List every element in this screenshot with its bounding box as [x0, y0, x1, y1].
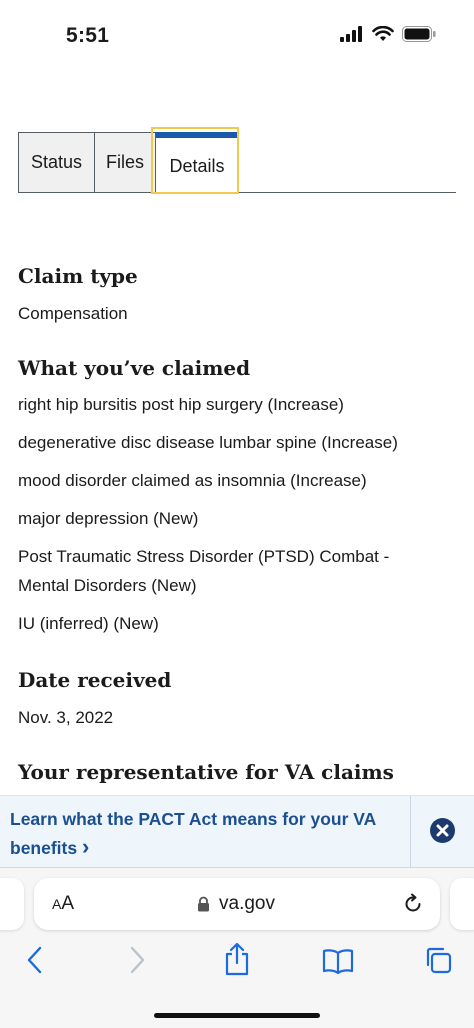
- list-item: degenerative disc disease lumbar spine (Increase): [18, 433, 398, 452]
- status-time: 5:51: [66, 24, 110, 47]
- close-icon[interactable]: [430, 818, 455, 843]
- list-item: Post Traumatic Stress Disorder (PTSD) Combat - Mental Disorders (New): [18, 547, 390, 595]
- wifi-icon: [372, 26, 394, 42]
- date-received-section: [18, 668, 458, 730]
- list-item: right hip bursitis post hip surgery (Increase): [18, 395, 344, 414]
- url-domain: va.gov: [219, 893, 275, 914]
- claimed-list: [18, 390, 458, 638]
- reload-icon[interactable]: [402, 893, 424, 915]
- tabs-overview-icon[interactable]: [424, 946, 452, 974]
- list-item: major depression (New): [18, 509, 199, 528]
- forward-icon[interactable]: [126, 945, 148, 975]
- chevron-right-icon: ›: [81, 834, 90, 859]
- tab-files-label: Files: [105, 152, 144, 172]
- tab-details-label: Details: [169, 155, 225, 176]
- home-indicator: [154, 1013, 320, 1018]
- lock-icon: [197, 896, 210, 912]
- representative-section: [18, 760, 458, 784]
- tab-status[interactable]: [18, 132, 95, 192]
- date-received-value: Nov. 3, 2022: [18, 708, 114, 727]
- representative-heading: Your representative for VA claims: [18, 760, 394, 784]
- share-icon[interactable]: [224, 942, 250, 976]
- list-item: IU (inferred) (New): [18, 614, 159, 633]
- list-item: mood disorder claimed as insomnia (Increase): [18, 471, 367, 490]
- banner-divider: [410, 796, 411, 868]
- pact-act-link-text: Learn what the PACT Act means for your VA benefits: [10, 809, 376, 858]
- bookmarks-icon[interactable]: [322, 948, 354, 974]
- battery-icon: [402, 26, 436, 42]
- next-tab-pill[interactable]: [450, 878, 474, 930]
- claimed-heading: What you’ve claimed: [18, 356, 251, 380]
- text-size-large-label: A: [61, 893, 75, 914]
- tab-status-label: Status: [30, 152, 83, 172]
- claim-details: [18, 264, 458, 814]
- previous-tab-pill[interactable]: [0, 878, 24, 930]
- claim-tabs: [18, 130, 456, 194]
- status-icons: [340, 26, 436, 42]
- claim-type-heading: Claim type: [18, 264, 138, 288]
- status-bar: [0, 0, 474, 72]
- back-icon[interactable]: [24, 945, 46, 975]
- date-received-heading: Date received: [18, 668, 172, 692]
- browser-toolbar: [0, 867, 474, 1028]
- claim-type-value: Compensation: [18, 304, 128, 323]
- tab-files[interactable]: [94, 132, 156, 192]
- pact-act-link[interactable]: [10, 806, 390, 862]
- cellular-signal-icon: [340, 26, 364, 42]
- pact-act-banner: [0, 795, 474, 868]
- text-size-small-label: A: [52, 896, 62, 912]
- text-size-button[interactable]: [52, 893, 74, 915]
- claim-type-section: [18, 264, 458, 326]
- claimed-section: [18, 356, 458, 638]
- address-bar[interactable]: [34, 878, 440, 930]
- tab-details[interactable]: [155, 132, 239, 194]
